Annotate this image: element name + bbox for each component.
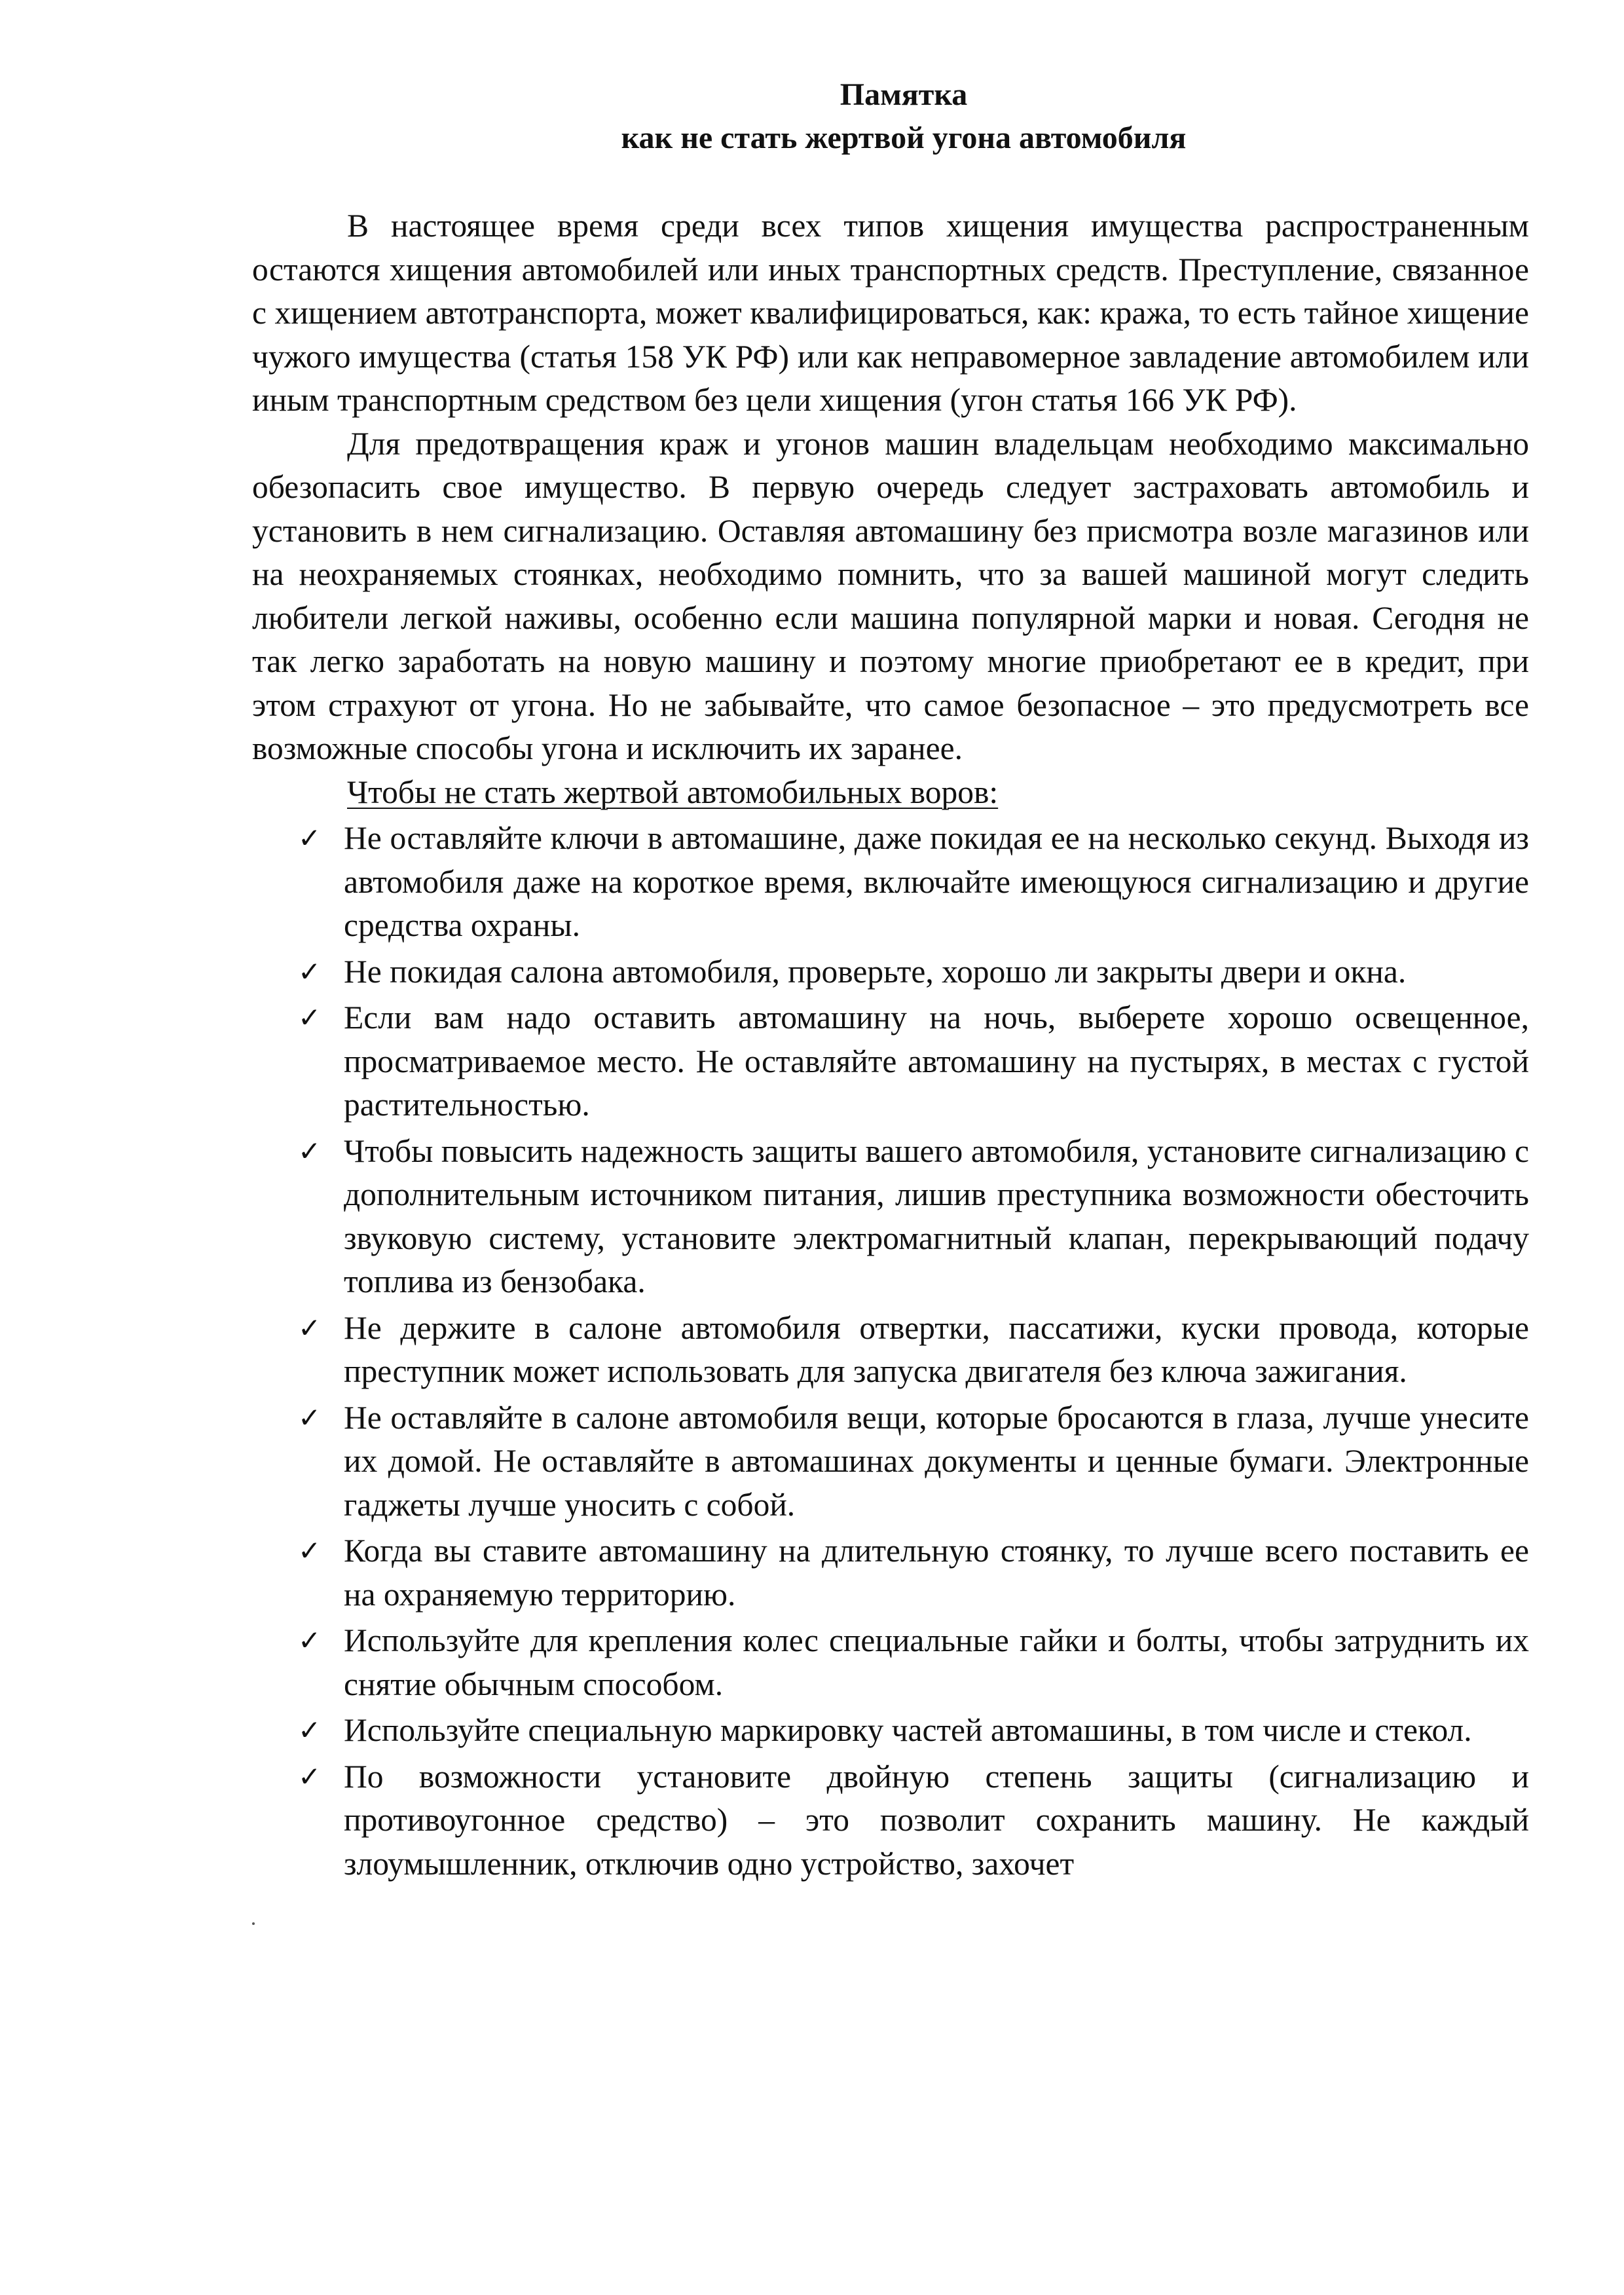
scan-speck xyxy=(252,1922,255,1925)
tip-text: Не оставляйте в салоне автомобиля вещи, которые бросаются в глаза, лучше унесите их домой. Не оставляйте в автомашинах документы и ценные бумаги. Электронные гаджеты лучше уносить с собой. xyxy=(344,1399,1529,1523)
tip-text: Если вам надо оставить автомашину на ночь, выберете хорошо освещенное, просматриваемое место. Не оставляйте автомашину на пустырях, в местах с густой растительностью. xyxy=(344,999,1529,1123)
list-item xyxy=(252,1396,1529,1527)
title-line-2: как не стать жертвой угона автомобиля xyxy=(621,121,1187,155)
document-body xyxy=(252,204,1529,1886)
list-item xyxy=(252,1619,1529,1706)
prevention-paragraph: Для предотвращения краж и угонов машин владельцам необходимо максимально обезопасить свое имущество. В первую очередь следует застраховать автомобиль и установить в нем сигнализацию. Оставляя автомашину без присмотра возле магазинов или на неохраняемых стоянках, необходимо помнить, что за вашей машиной могут следить любители легкой наживы, особенно если машина популярной марки и новая. Сегодня не так легко заработать на новую машину и поэтому многие приобретают ее в кредит, при этом страхуют от угона. Но не забывайте, что самое безопасное – это предусмотреть все возможные способы угона и исключить их заранее. xyxy=(252,425,1529,766)
checkmark-icon: ✓ xyxy=(298,1714,322,1746)
checkmark-icon: ✓ xyxy=(298,1760,322,1793)
list-item xyxy=(252,1709,1529,1753)
checkmark-icon: ✓ xyxy=(298,1001,322,1034)
tip-text: Используйте для крепления колес специальные гайки и болты, чтобы затруднить их снятие обычным способом. xyxy=(344,1622,1529,1702)
tip-text: Чтобы повысить надежность защиты вашего автомобиля, установите сигнализацию с дополнительным источником питания, лишив преступника возможности обесточить звуковую систему, установите электромагнитный клапан, перекрывающий подачу топлива из бензобака. xyxy=(344,1132,1529,1299)
tip-text: Не покидая салона автомобиля, проверьте, хорошо ли закрыты двери и окна. xyxy=(344,953,1407,990)
title-line-1: Памятка xyxy=(840,77,968,112)
tip-text: Не держите в салоне автомобиля отвертки, пассатижи, куски провода, которые преступник может использовать для запуска двигателя без ключа зажигания. xyxy=(344,1309,1529,1389)
checkmark-icon: ✓ xyxy=(298,1134,322,1167)
tips-list xyxy=(252,817,1529,1886)
intro-paragraph: В настоящее время среди всех типов хищения имущества распространенным остаются хищения автомобилей или иных транспортных средств. Преступление, связанное с хищением автотранспорта, может квалифицироваться, как: кража, то есть тайное хищение чужого имущества (статья 158 УК РФ) или как неправомерное завладение автомобилем или иным транспортным средством без цели хищения (угон статья 166 УК РФ). xyxy=(252,208,1529,418)
checkmark-icon: ✓ xyxy=(298,1401,322,1434)
tip-text: Используйте специальную маркировку частей автомашины, в том числе и стекол. xyxy=(344,1712,1472,1748)
list-item xyxy=(252,950,1529,994)
checkmark-icon: ✓ xyxy=(298,822,322,854)
list-item xyxy=(252,1529,1529,1616)
tip-text: Не оставляйте ключи в автомашине, даже покидая ее на несколько секунд. Выходя из автомобиля даже на короткое время, включайте имеющуюся сигнализацию и другие средства охраны. xyxy=(344,820,1529,943)
checkmark-icon: ✓ xyxy=(298,1311,322,1344)
list-heading: Чтобы не стать жертвой автомобильных воров: xyxy=(347,774,999,810)
list-item xyxy=(252,1755,1529,1886)
tip-text: По возможности установите двойную степень защиты (сигнализацию и противоугонное средство) – это позволит сохранить машину. Не каждый злоумышленник, отключив одно устройство, захочет xyxy=(344,1758,1529,1882)
tip-text: Когда вы ставите автомашину на длительную стоянку, то лучше всего поставить ее на охраняемую территорию. xyxy=(344,1533,1529,1613)
list-item xyxy=(252,1130,1529,1304)
list-item xyxy=(252,1307,1529,1394)
checkmark-icon: ✓ xyxy=(298,955,322,988)
checkmark-icon: ✓ xyxy=(298,1624,322,1656)
checkmark-icon: ✓ xyxy=(298,1535,322,1567)
document-title xyxy=(249,73,1559,160)
list-item xyxy=(252,996,1529,1127)
list-item xyxy=(252,817,1529,948)
